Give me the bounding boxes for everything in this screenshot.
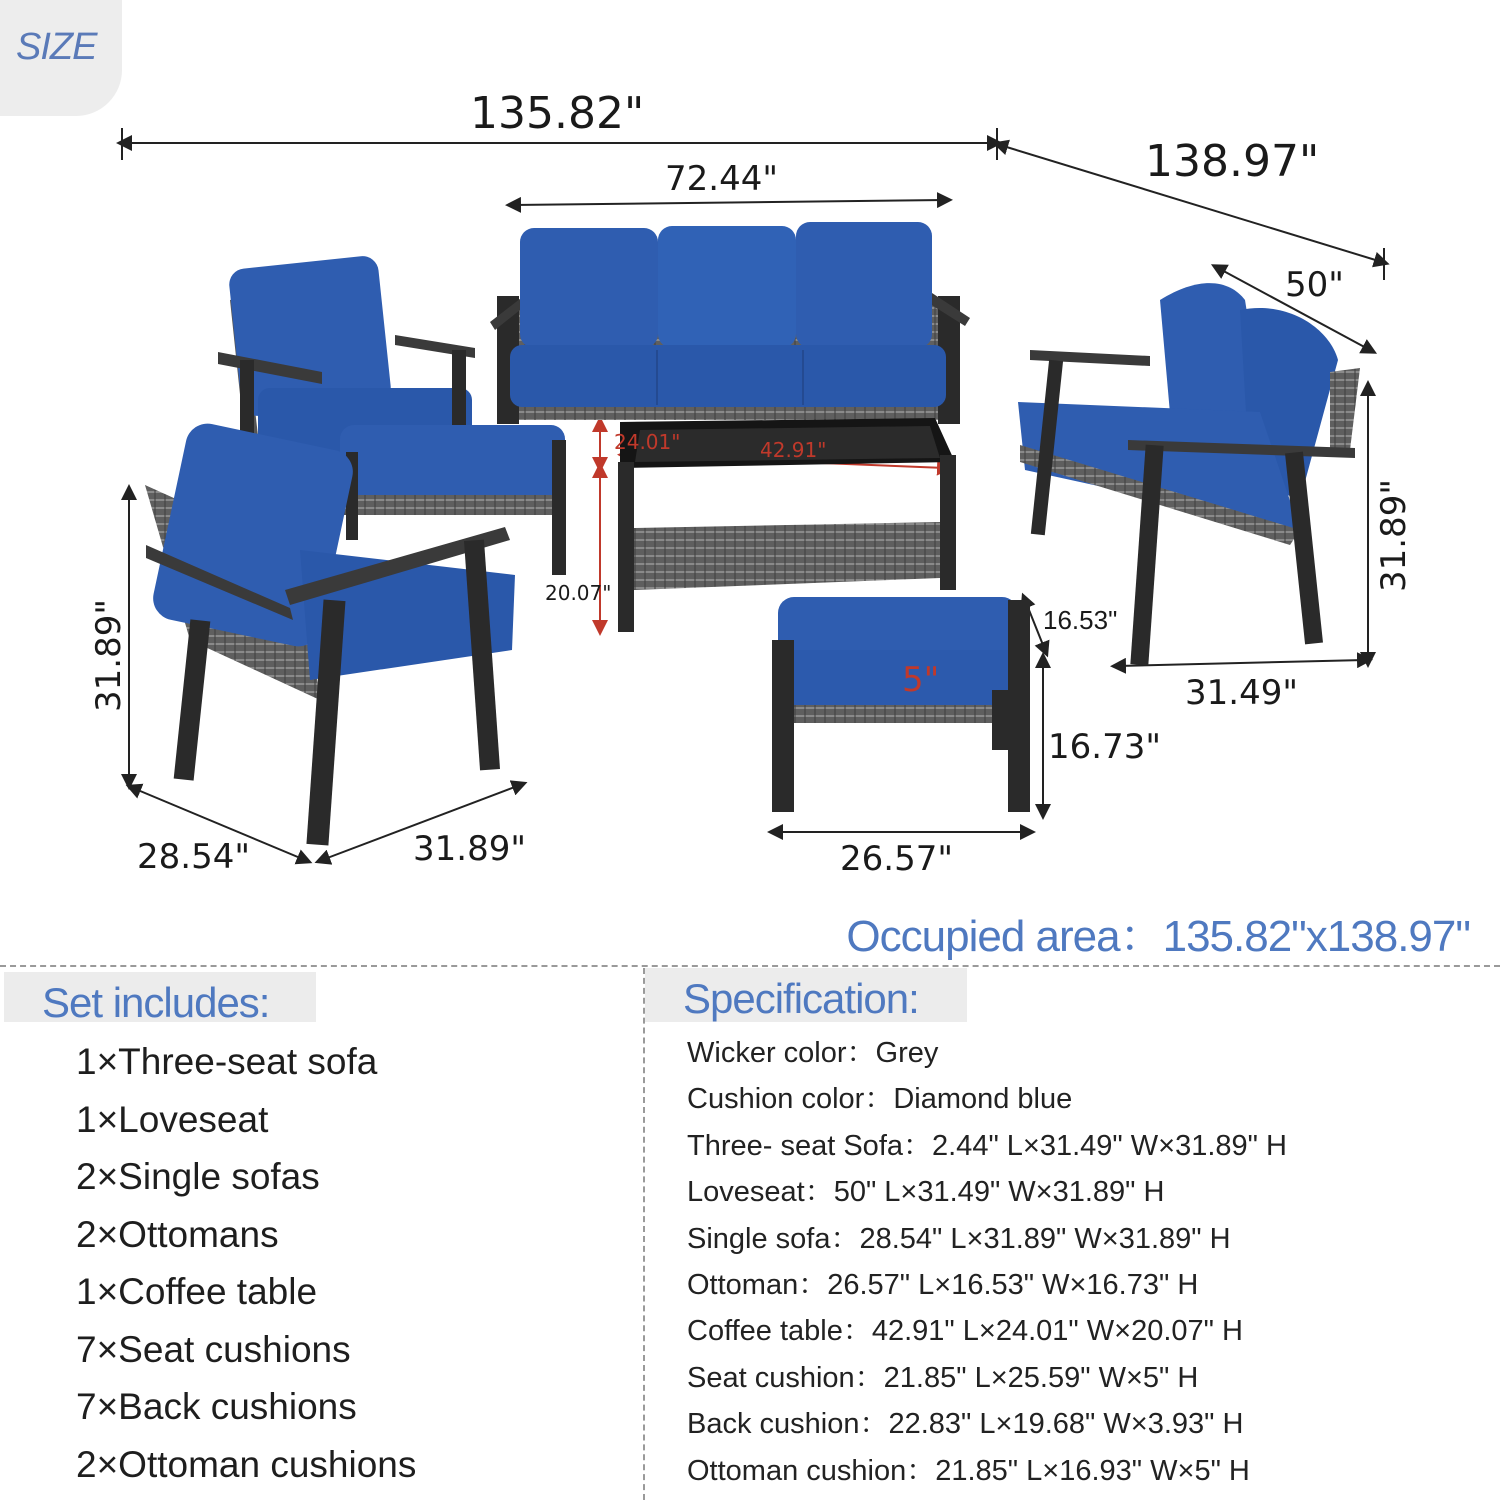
spec-item: Coffee table：42.91" L×24.01" W×20.07" H: [687, 1315, 1243, 1348]
chair-depth-label: 31.89": [413, 829, 526, 869]
overall-length-label: 135.82": [470, 88, 645, 139]
table-width-label: 24.01": [614, 430, 681, 454]
specification-header: [645, 968, 967, 1022]
ottoman-length-label: 26.57": [840, 839, 953, 879]
spec-item: Three- seat Sofa：2.44" L×31.49" W×31.89" H: [687, 1129, 1287, 1162]
three-seat-sofa: [490, 222, 970, 424]
ottoman-depth-label: 16.53": [1043, 605, 1118, 635]
table-height-label: 20.07": [545, 581, 612, 605]
divider-vertical: [643, 968, 645, 1500]
set-item: 7×Back cushions: [76, 1386, 357, 1427]
spec-item: Ottoman：26.57" L×16.53" W×16.73" H: [687, 1268, 1199, 1301]
set-item: 1×Coffee table: [76, 1271, 318, 1312]
set-item: 2×Ottomans: [76, 1213, 279, 1255]
set-item: 2×Ottoman cushions: [76, 1443, 417, 1485]
set-includes-header: [4, 972, 316, 1026]
divider-horizontal: [0, 965, 1500, 967]
spec-item: Wicker color：Grey: [687, 1037, 939, 1069]
loveseat-length-label: 50": [1285, 265, 1344, 305]
chair-length-label: 28.54": [137, 837, 250, 877]
spec-item: Loveseat：50" L×31.49" W×31.89" H: [687, 1176, 1165, 1209]
cushion-thickness-label: 5": [902, 660, 940, 700]
loveseat-height-label: 31.89": [1374, 479, 1414, 592]
set-includes-title: Set includes:: [42, 979, 270, 1026]
set-includes-list: [76, 1040, 416, 1500]
ottoman-height-label: 16.73": [1048, 727, 1161, 767]
overall-depth-label: 138.97": [1145, 136, 1320, 187]
set-item: 1×Three-seat sofa: [76, 1041, 378, 1082]
set-item: 7×Seat cushions: [76, 1328, 351, 1370]
sofa-length-label: 72.44": [665, 159, 778, 199]
spec-item: Cushion color：Diamond blue: [687, 1083, 1073, 1116]
loveseat-depth-label: 31.49": [1185, 673, 1298, 713]
spec-item: Ottoman cushion：21.85" L×16.93" W×5" H: [687, 1454, 1250, 1487]
occupied-area: Occupied area：135.82"x138.97": [846, 912, 1470, 961]
size-badge-label: SIZE: [16, 26, 97, 68]
spec-item: Single sofa：28.54" L×31.89" W×31.89" H: [687, 1222, 1231, 1255]
table-length-label: 42.91": [760, 438, 827, 462]
spec-item: Seat cushion：21.85" L×25.59" W×5" H: [687, 1361, 1199, 1394]
ottoman-front: [772, 597, 1030, 812]
set-item: 2×Single sofas: [76, 1156, 320, 1197]
chair-height-label: 31.89": [89, 599, 129, 712]
specification-title: Specification:: [683, 975, 919, 1022]
spec-item: Back cushion：22.83" L×19.68" W×3.93" H: [687, 1408, 1244, 1441]
specification-list: [687, 1034, 1287, 1498]
set-item: 1×Loveseat: [76, 1098, 269, 1140]
